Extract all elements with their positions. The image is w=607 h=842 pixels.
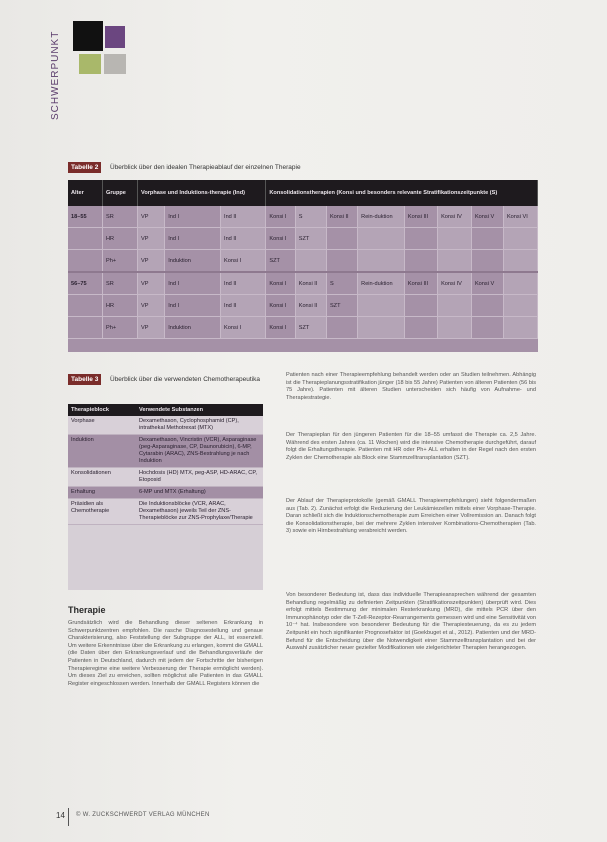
header-consolidation: Konsolidationstherapien (Konsi und besonders relevante Stratifikationszeitpunkte (S)	[266, 180, 538, 206]
phase-cell	[358, 228, 405, 250]
phase-cell: Konsi II	[326, 206, 357, 228]
group-cell: HR	[103, 295, 138, 317]
chemo-table	[68, 404, 263, 590]
right-paragraph-4: Von besonderer Bedeutung ist, dass das individuelle Therapieansprechen während der gesamten Behandlung regelmäßig zu definierten Zeitpunkten (Stratifikationszeitpunkten) überprüft wird. Dies erfolgt mittels Bestimmung der minimalen Resterkrankung (MRD), die mittels PCR über den Immunophänotyp oder die T-Zell-Rezeptor-Rearrangements gemessen wird und eine Sensitivität von 10⁻⁴ hat. Insbesondere von besonderer Bedeutung für die Therapiesteuerung, da es zu jedem Zeitpunkt ein hoch signifikanter Prognosefaktor ist (Goekbuget et al., 2012). Patienten und der MRD-Befund für die Entscheidung über die Notwendigkeit einer Stammzelltransplantation und bei der Auswahl zusätzlicher neuer gezielter Modifikationen wie zielgerichteter Therapien herangezogen.	[286, 592, 536, 652]
purple-square	[105, 26, 125, 48]
substances-cell: Dexamethason, Cyclophosphamid (CP), intrathekal Methotrexat (MTX)	[136, 416, 263, 435]
age-cell	[68, 295, 103, 317]
phase-cell	[358, 250, 405, 273]
phase-cell	[326, 317, 357, 339]
phase-cell: Ind II	[221, 272, 266, 295]
phase-cell	[503, 272, 537, 295]
phase-cell: Konsi I	[266, 228, 295, 250]
phase-cell	[471, 250, 503, 273]
block-cell: Erhaltung	[68, 487, 136, 499]
left-paragraph: Grundsätzlich wird die Behandlung dieser seltenen Erkrankung in Schwerpunktzentren empfohlen. Die rasche Diagnosestellung und genaue Charakterisierung, also Feststellung der Subgruppe der ALL, ist essenziell. Um weitere Erkenntnisse über die Erkrankung zu erlangen, kommt die GMALL (die Daten über den Erkrankungsverlauf und die Behandlungsverläufe der Patienten in Deutschland, dadurch mit jedem der Fortschritte der bisherigen Therapieregime eine weitere Verbesserung der Therapie ermöglicht werden). Um dieses Ziel zu erreichen, sollten möglichst alle Patienten in das GMALL Register eingeschlossen werden. Innerhalb der GMALL Registers können die	[68, 620, 263, 687]
age-cell: 56–75	[68, 272, 103, 295]
phase-cell: Konsi I	[266, 317, 295, 339]
phase-cell: Konsi I	[221, 250, 266, 273]
table-row	[68, 317, 538, 339]
phase-cell: Konsi V	[471, 272, 503, 295]
table1-caption: Überblick über den idealen Therapieablauf der einzelnen Therapie	[110, 164, 301, 171]
phase-cell	[503, 295, 537, 317]
header-block: Therapieblock	[68, 404, 136, 416]
phase-cell	[326, 250, 357, 273]
therapy-table	[68, 180, 538, 352]
phase-cell	[503, 317, 537, 339]
phase-cell	[404, 317, 437, 339]
phase-cell: Konsi IV	[438, 272, 472, 295]
publisher-line: © W. ZUCKSCHWERDT VERLAG MÜNCHEN	[76, 812, 210, 818]
phase-cell	[471, 295, 503, 317]
substances-cell: Die Induktionsblöcke (VCR, ARAC, Dexamethason) jeweils Teil der ZNS-Therapieblöcke zur ZNS-Prophylaxe/Therapie	[136, 499, 263, 525]
phase-cell	[471, 317, 503, 339]
group-cell: Ph+	[103, 317, 138, 339]
phase-cell: Ind II	[221, 228, 266, 250]
table-row	[68, 250, 538, 273]
phase-cell: Konsi IV	[438, 206, 472, 228]
section-label: SCHWERPUNKT	[50, 30, 61, 120]
phase-cell: Konsi VI	[503, 206, 537, 228]
substances-cell: Hochdosis (HD) MTX, peg-ASP, HD-ARAC, CP, Etoposid	[136, 468, 263, 487]
phase-cell: Konsi III	[404, 206, 437, 228]
phase-cell: SZT	[295, 317, 326, 339]
age-cell	[68, 228, 103, 250]
phase-cell: Konsi V	[471, 206, 503, 228]
phase-cell: S	[326, 272, 357, 295]
block-cell: Induktion	[68, 435, 136, 468]
table-row	[68, 295, 538, 317]
age-cell	[68, 250, 103, 273]
substances-cell: Dexamethason, Vincristin (VCR), Asparaginase (peg-Asparaginase, CP, Daunorubicin), 6-MP, Cytarabin (ARAC), ZNS-Bestrahlung je nach Induktion	[136, 435, 263, 468]
phase-cell: Konsi I	[221, 317, 266, 339]
block-cell: Präsidien als Chemotherapie	[68, 499, 136, 525]
age-cell: 18–55	[68, 206, 103, 228]
phase-cell: VP	[138, 295, 165, 317]
phase-cell	[358, 317, 405, 339]
phase-cell	[404, 228, 437, 250]
table1-tag: Tabelle 2	[68, 162, 101, 173]
phase-cell: Konsi II	[295, 272, 326, 295]
phase-cell	[438, 250, 472, 273]
table-row	[68, 272, 538, 295]
table-row	[68, 206, 538, 228]
phase-cell	[404, 295, 437, 317]
phase-cell: VP	[138, 228, 165, 250]
phase-cell: Ind I	[165, 272, 221, 295]
table-row	[68, 228, 538, 250]
phase-cell: VP	[138, 250, 165, 273]
phase-cell	[503, 250, 537, 273]
phase-cell	[295, 250, 326, 273]
block-cell: Vorphase	[68, 416, 136, 435]
group-cell: SR	[103, 206, 138, 228]
table-row	[68, 468, 263, 487]
phase-cell: SZT	[295, 228, 326, 250]
table2-caption: Überblick über die verwendeten Chemotherapeutika	[110, 376, 260, 383]
phase-cell: S	[295, 206, 326, 228]
phase-cell	[438, 317, 472, 339]
phase-cell: Ind I	[165, 206, 221, 228]
right-paragraph-2: Der Therapieplan für den jüngeren Patienten für die 18–55 umfasst die Therapie ca. 2,5 Jahre. Während des ersten Jahres (ca. 11 Wochen) wird die intensive Chemotherapie durchgeführt, darauf folgt die Erhaltungstherapie. Patienten mit HR oder Ph+ ALL erhalten in der Regel nach den ersten Zyklen der Chemotherapie als Block eine Stammzelltransplantation (SZT).	[286, 432, 536, 461]
right-paragraph-1: Patienten nach einer Therapieempfehlung behandelt werden oder an Studien teilnehmen. Abhängig ist die Therapieplanungsstratifikation jünger (18 bis 55 Jahre) Patienten von älteren Patienten (56 bis 75 Jahre). Patienten mit älteren Studien unterscheiden sich häufig von Aufnahme- und Therapiestrategie.	[286, 372, 536, 401]
phase-cell: VP	[138, 206, 165, 228]
phase-cell: VP	[138, 272, 165, 295]
footer-divider	[68, 808, 69, 826]
table-row	[68, 499, 263, 525]
header-age: Alter	[68, 180, 103, 206]
gray-square	[104, 54, 126, 74]
header-substances: Verwendete Substanzen	[136, 404, 263, 416]
phase-cell: Ind I	[165, 295, 221, 317]
phase-cell: SZT	[326, 295, 357, 317]
phase-cell: Induktion	[165, 317, 221, 339]
phase-cell	[358, 295, 405, 317]
phase-cell: Ind I	[165, 228, 221, 250]
phase-cell	[404, 250, 437, 273]
table-row	[68, 435, 263, 468]
phase-cell: Konsi I	[266, 272, 295, 295]
phase-cell: Ind II	[221, 206, 266, 228]
phase-cell: Rein-duktion	[358, 206, 405, 228]
therapy-heading: Therapie	[68, 605, 106, 615]
table2-tag: Tabelle 3	[68, 374, 101, 385]
block-cell: Konsolidationen	[68, 468, 136, 487]
phase-cell: SZT	[266, 250, 295, 273]
phase-cell: Konsi I	[266, 206, 295, 228]
right-paragraph-3: Der Ablauf der Therapieprotokolle (gemäß GMALL Therapieempfehlungen) sieht folgendermaßen aus (Tab. 2). Zunächst erfolgt die Reduzierung der Leukämiezellen mittels einer Vorphase-Therapie. Daran schließt sich die Induktionschemotherapie zum Erreichen einer Vollremission an. Danach folgt die Konsolidationstherapie, bei der mehrere Zyklen intensiver Kombinations-Chemotherapien (Tab. 3) sowie ein Hirnbestrahlung verabreicht werden.	[286, 498, 536, 535]
table-row	[68, 487, 263, 499]
phase-cell: Ind II	[221, 295, 266, 317]
table-row	[68, 416, 263, 435]
phase-cell: Induktion	[165, 250, 221, 273]
phase-cell	[438, 295, 472, 317]
phase-cell: Rein-duktion	[358, 272, 405, 295]
header-group: Gruppe	[103, 180, 138, 206]
phase-cell: VP	[138, 317, 165, 339]
phase-cell: Konsi III	[404, 272, 437, 295]
phase-cell	[471, 228, 503, 250]
page-number: 14	[56, 811, 65, 820]
phase-cell	[438, 228, 472, 250]
phase-cell	[503, 228, 537, 250]
black-square	[73, 21, 103, 51]
lime-square	[79, 54, 101, 74]
phase-cell: Konsi II	[295, 295, 326, 317]
phase-cell	[326, 228, 357, 250]
group-cell: Ph+	[103, 250, 138, 273]
group-cell: HR	[103, 228, 138, 250]
substances-cell: 6-MP und MTX (Erhaltung)	[136, 487, 263, 499]
phase-cell: Konsi I	[266, 295, 295, 317]
group-cell: SR	[103, 272, 138, 295]
header-induction: Vorphase und Induktions-therapie (Ind)	[138, 180, 266, 206]
age-cell	[68, 317, 103, 339]
